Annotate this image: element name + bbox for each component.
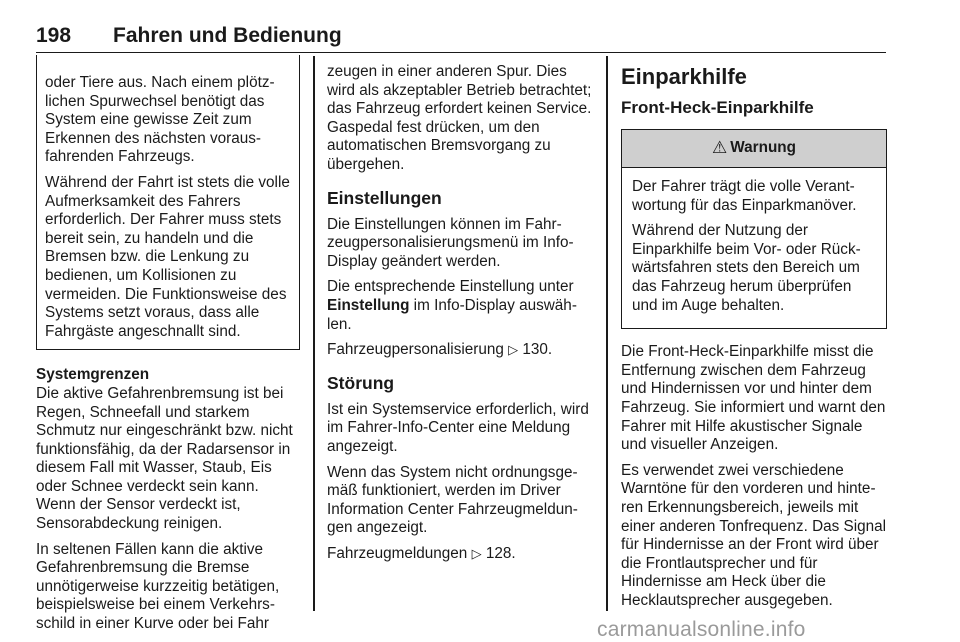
- warning-paragraph: Der Fahrer trägt die volle Verantwortung für das Einparkmanöver.: [632, 178, 857, 214]
- page-number: 198: [36, 24, 72, 47]
- subheading-front-heck: Front-Heck-Einparkhilfe: [621, 98, 814, 117]
- body-paragraph: Es verwendet zwei verschiedene Warntöne für den vorderen und hinteren Erkennungsbereich, jeweils mit einer anderen Tonfrequenz. Das Signal für Hindernisse an der Front wird über die Frontlautsprecher und für Hindernisse am Heck über die Hecklautsprecher ausgegeben.: [621, 461, 887, 609]
- ref-page: 130.: [522, 341, 553, 359]
- warning-box: [621, 129, 887, 329]
- heading-einstellungen: Einstellungen: [327, 187, 442, 208]
- box-paragraph: Während der Fahrt ist stets die volle Aufmerksamkeit des Fahrers erforderlich. Der Fahrer muss stets bereit sein, zu handeln und die Bremsen bzw. die Lenkung zu bedienen, um Kollisionen zu vermeiden. Die Funktionsweise des Systems setzt voraus, dass alle Fahrgäste angeschnallt sind.: [45, 173, 290, 340]
- body-paragraph: Die Front-Heck-Einparkhilfe misst die Entfernung zwischen dem Fahrzeug und Hindernissen vor und hinter dem Fahrzeug. Sie informiert und warnt den Fahrer mit Hilfe akustischer Signale und visueller Anzeigen.: [621, 343, 886, 454]
- column-1: [36, 55, 300, 641]
- column-2: [327, 63, 592, 570]
- ref-arrow-icon: ▷: [508, 342, 519, 358]
- column-divider-1: [313, 56, 315, 611]
- watermark: carmanualsonline.info: [597, 618, 806, 641]
- warning-paragraph: Während der Nutzung der Einparkhilfe beim Vor- oder Rückwärtsfahren stets den Bereich um das Fahrzeug herum überprüfen und im Auge behalten.: [632, 222, 861, 314]
- ref-text: Fahrzeugmeldungen: [327, 544, 468, 562]
- text: Die entsprechende Einstellung unter: [327, 278, 574, 296]
- subheading-systemgrenzen: Systemgrenzen: [36, 366, 150, 384]
- body-paragraph: Wenn das System nicht ordnungsgemäß funktioniert, werden im Driver Information Center Fahrzeugmeldungen angezeigt.: [327, 463, 578, 537]
- warning-triangle-icon: ⚠: [712, 138, 728, 158]
- ref-arrow-icon: ▷: [471, 545, 482, 561]
- box-paragraph: oder Tiere aus. Nach einem plötzlichen Spurwechsel benötigt das System eine gewisse Zeit zum Erkennen des nächsten vorausfahrenden Fahrzeugs.: [45, 74, 275, 166]
- ref-page: 128.: [485, 544, 516, 562]
- column-3: [621, 63, 887, 617]
- cross-reference: [327, 545, 592, 564]
- ref-text: Fahrzeugpersonalisierung: [327, 341, 504, 359]
- chapter-title: Fahren und Bedienung: [113, 24, 342, 47]
- body-paragraph: In seltenen Fällen kann die aktive Gefahrenbremsung die Bremse unnötigerweise kurzzeitig betätigen, beispielsweise bei einem Verkehrsschild in einer Kurve oder bei Fahr: [36, 540, 280, 633]
- warning-body: [622, 168, 886, 328]
- column-divider-2: [606, 56, 608, 611]
- warning-title: Warnung: [730, 139, 796, 157]
- cross-reference: [327, 341, 592, 360]
- body-paragraph: Ist ein Systemservice erforderlich, wird im Fahrer-Info-Center eine Meldung angezeigt.: [327, 400, 589, 455]
- body-paragraph: Die aktive Gefahrenbremsung ist bei Regen, Schneefall und starkem Schmutz nur eingeschränkt bzw. nicht funktionsfähig, da der Radarsensor in diesem Fall mit Wasser, Staub, Eis oder Schnee verdeckt sein kann. Wenn der Sensor verdeckt ist, Sensorabdeckung reinigen.: [36, 384, 293, 533]
- body-paragraph: Die Einstellungen können im Fahrzeugpersonalisierungsmenü im Info-Display geändert werden.: [327, 215, 574, 270]
- continued-warning-box: [36, 55, 300, 350]
- text: im Info-Display auswählen.: [327, 296, 577, 333]
- heading-stoerung: Störung: [327, 372, 395, 393]
- warning-header: [622, 130, 886, 168]
- page-header: [36, 24, 886, 53]
- body-paragraph: [327, 278, 592, 334]
- heading-einparkhilfe: Einparkhilfe: [621, 64, 747, 89]
- body-paragraph: zeugen in einer anderen Spur. Dies wird als akzeptabler Betrieb betrachtet; das Fahrzeug erfordert keinen Service. Gaspedal fest drücken, um den automatischen Bremsvorgang zu übergehen.: [327, 63, 592, 173]
- menu-term: Einstellung: [327, 296, 410, 314]
